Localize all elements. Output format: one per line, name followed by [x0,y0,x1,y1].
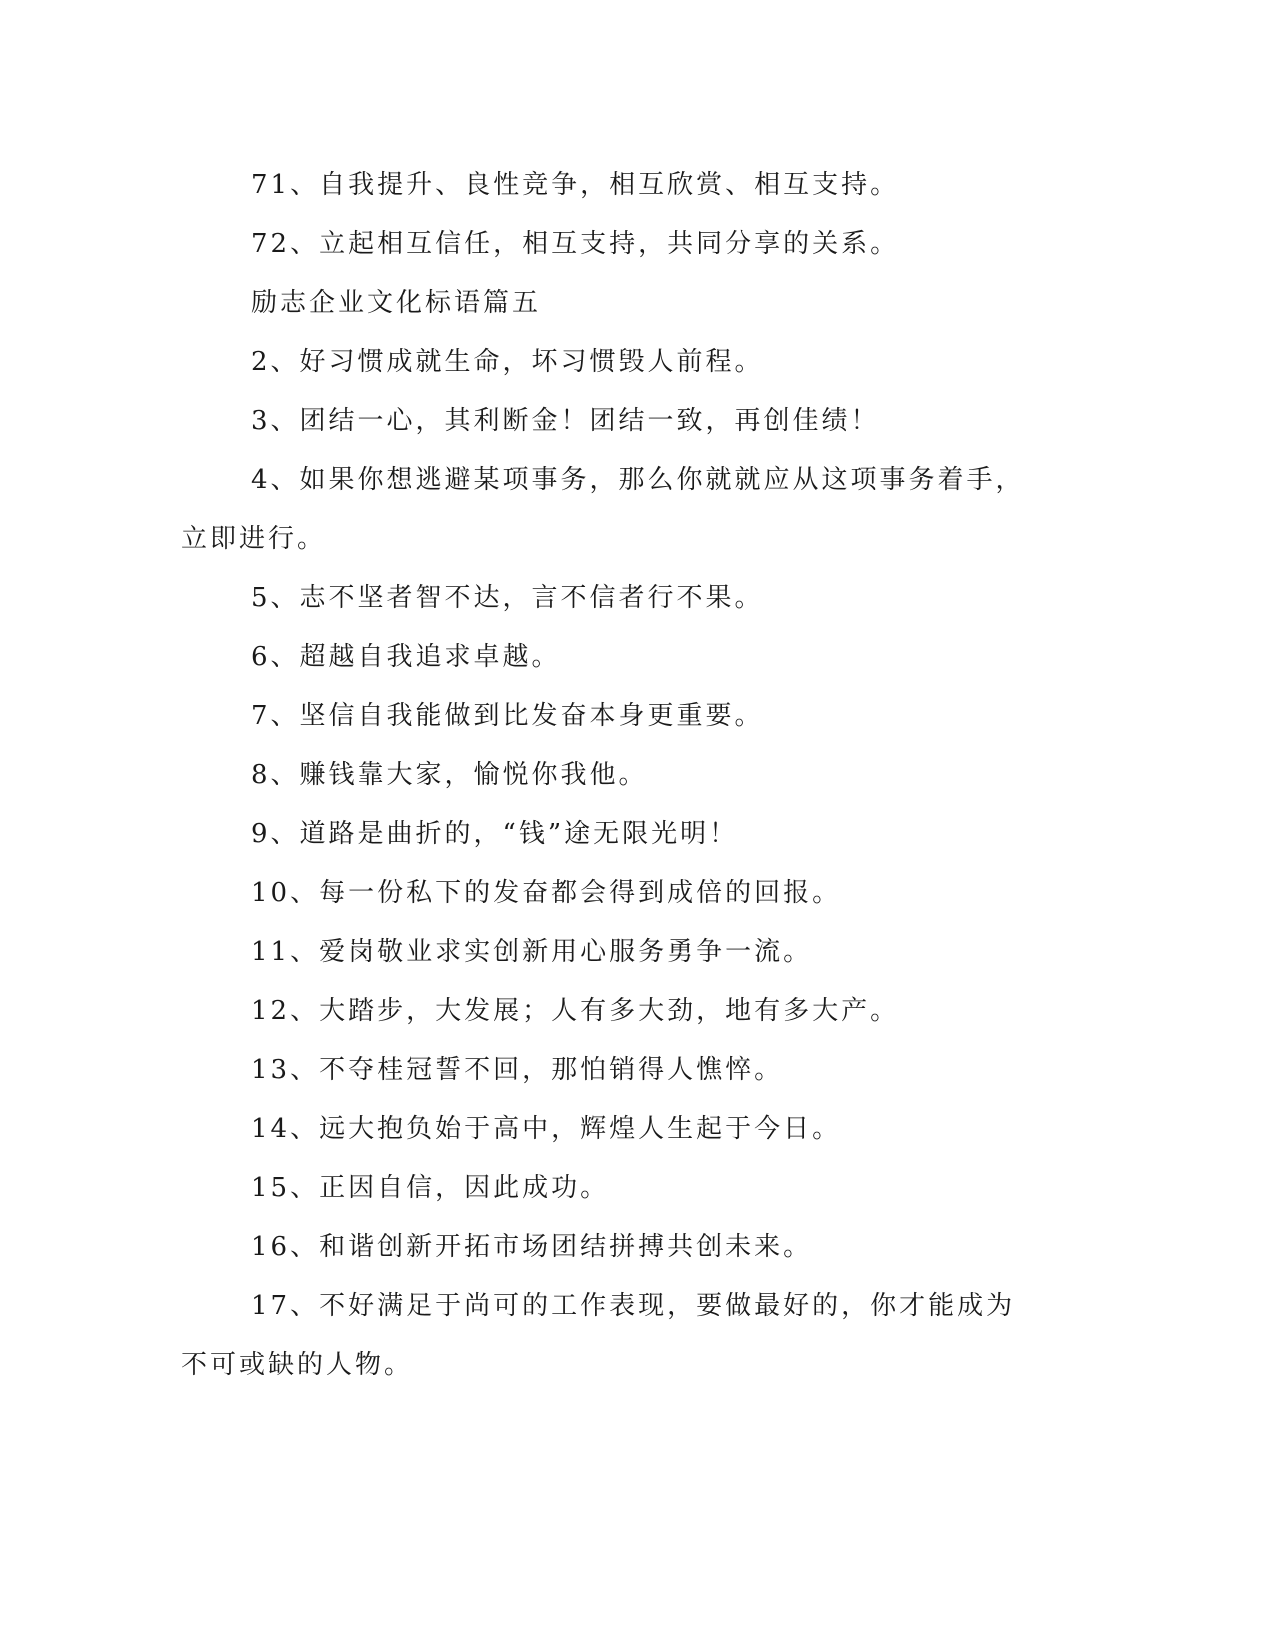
paragraph-5: 5、志不坚者智不达，言不信者行不果。 [251,583,764,613]
paragraph-11: 11、爱岗敬业求实创新用心服务勇争一流。 [251,937,813,967]
paragraph-71: 71、自我提升、良性竞争，相互欣赏、相互支持。 [251,170,900,200]
paragraph-2: 2、好习惯成就生命，坏习惯毁人前程。 [251,347,764,377]
section-heading: 励志企业文化标语篇五 [251,288,542,318]
paragraph-72: 72、立起相互信任，相互支持，共同分享的关系。 [251,229,900,259]
paragraph-14: 14、远大抱负始于高中，辉煌人生起于今日。 [251,1114,842,1144]
paragraph-3: 3、团结一心，其利断金！团结一致，再创佳绩！ [251,406,880,436]
paragraph-7: 7、坚信自我能做到比发奋本身更重要。 [251,701,764,731]
paragraph-12: 12、大踏步，大发展；人有多大劲，地有多大产。 [251,996,900,1026]
paragraph-13: 13、不夺桂冠誓不回，那怕销得人憔悴。 [251,1055,784,1085]
paragraph-10: 10、每一份私下的发奋都会得到成倍的回报。 [251,878,842,908]
paragraph-8: 8、赚钱靠大家，愉悦你我他。 [251,760,648,790]
paragraph-15: 15、正因自信，因此成功。 [251,1173,610,1203]
document-body [181,156,1031,1395]
paragraph-9: 9、道路是曲折的，“钱”途无限光明！ [251,819,739,849]
paragraph-4: 4、如果你想逃避某项事务，那么你就就应从这项事务着手，立即进行。 [181,465,1025,554]
paragraph-6: 6、超越自我追求卓越。 [251,642,561,672]
paragraph-17: 17、不好满足于尚可的工作表现，要做最好的，你才能成为不可或缺的人物。 [181,1291,1016,1380]
paragraph-16: 16、和谐创新开拓市场团结拼搏共创未来。 [251,1232,813,1262]
